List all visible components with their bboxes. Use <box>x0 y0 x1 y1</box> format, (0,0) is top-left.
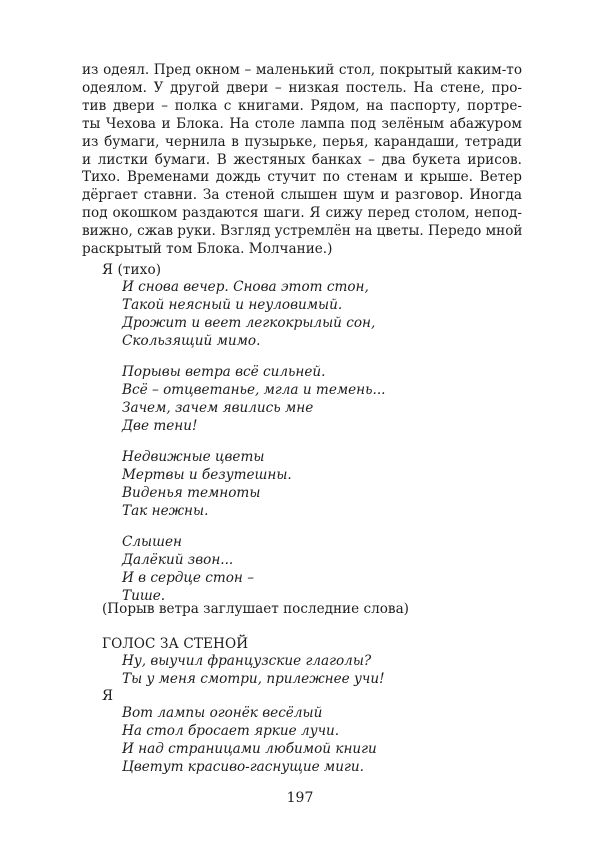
verse-line: Недвижные цветы <box>122 449 265 465</box>
stanza-2 <box>122 364 386 436</box>
verse-line: Тише. <box>122 587 166 604</box>
stage-direction-prose <box>82 62 522 259</box>
verse-line: И снова вечер. Снова этот стон, <box>122 279 369 295</box>
verse-line: Скользящий мимо. <box>122 332 261 349</box>
stanza-5 <box>122 653 385 689</box>
verse-line: Такой неясный и неуловимый. <box>122 296 343 313</box>
verse-line: Две тени! <box>122 417 198 434</box>
speaker-label: Я (тихо) <box>102 262 162 278</box>
verse-line: Мертвы и безутешны. <box>122 466 292 483</box>
verse-line: Цветут красиво-гаснущие миги. <box>122 758 364 775</box>
verse-line: Виденья темноты <box>122 484 261 501</box>
verse-line: Дрожит и веет легкокрылый сон, <box>122 314 376 331</box>
verse-line: И в сердце стон – <box>122 569 254 586</box>
prose-line: ты Чехова и Блока. На столе лампа под зелёным абажуром <box>82 115 522 132</box>
verse-line: Далёкий звон... <box>122 551 234 568</box>
stanza-6 <box>122 705 377 777</box>
prose-line: вижно, сжав руки. Взгляд устремлён на цветы. Передо мной <box>82 223 523 240</box>
verse-line: Всё – отцветанье, мгла и темень... <box>122 381 386 398</box>
prose-line: тив двери – полка с книгами. Рядом, на паспорту, портре- <box>82 97 522 114</box>
prose-line: под окошком раздаются шаги. Я сижу перед столом, непод- <box>82 205 522 222</box>
verse-line: Ты у меня смотри, прилежнее учи! <box>122 670 385 687</box>
verse-line: Слышен <box>122 534 183 550</box>
prose-line: из бумаги, чернила в пузырьке, перья, карандаши, тетради <box>82 133 522 150</box>
stanza-4 <box>122 534 254 606</box>
prose-line: раскрытый том Блока. Молчание.) <box>82 241 333 258</box>
page-number: 197 <box>286 790 314 806</box>
verse-line: Зачем, зачем явились мне <box>122 399 314 416</box>
stanza-1 <box>122 279 375 351</box>
prose-line: из одеял. Пред окном – маленький стол, покрытый каким-то <box>82 62 522 78</box>
prose-line: и листки бумаги. В жестяных банках – два букета ирисов. <box>82 151 522 168</box>
stanza-3 <box>122 449 292 521</box>
verse-line: Вот лампы огонёк весёлый <box>122 705 323 721</box>
speaker-label: Я <box>102 688 114 704</box>
prose-line: одеялом. У другой двери – низкая постель. На стене, про- <box>82 79 522 96</box>
speaker-label: ГОЛОС ЗА СТЕНОЙ <box>102 636 249 652</box>
prose-line: дёргает ставни. За стеной слышен шум и разговор. Иногда <box>82 187 522 204</box>
verse-line: Ну, выучил французские глаголы? <box>122 653 372 669</box>
verse-line: Порывы ветра всё сильней. <box>122 364 326 380</box>
verse-line: На стол бросает яркие лучи. <box>122 722 340 739</box>
verse-line: Так нежны. <box>122 502 209 519</box>
stage-direction: (Порыв ветра заглушает последние слова) <box>102 601 409 617</box>
verse-line: И над страницами любимой книги <box>122 740 377 757</box>
prose-line: Тихо. Временами дождь стучит по стенам и крыше. Ветер <box>82 169 522 186</box>
